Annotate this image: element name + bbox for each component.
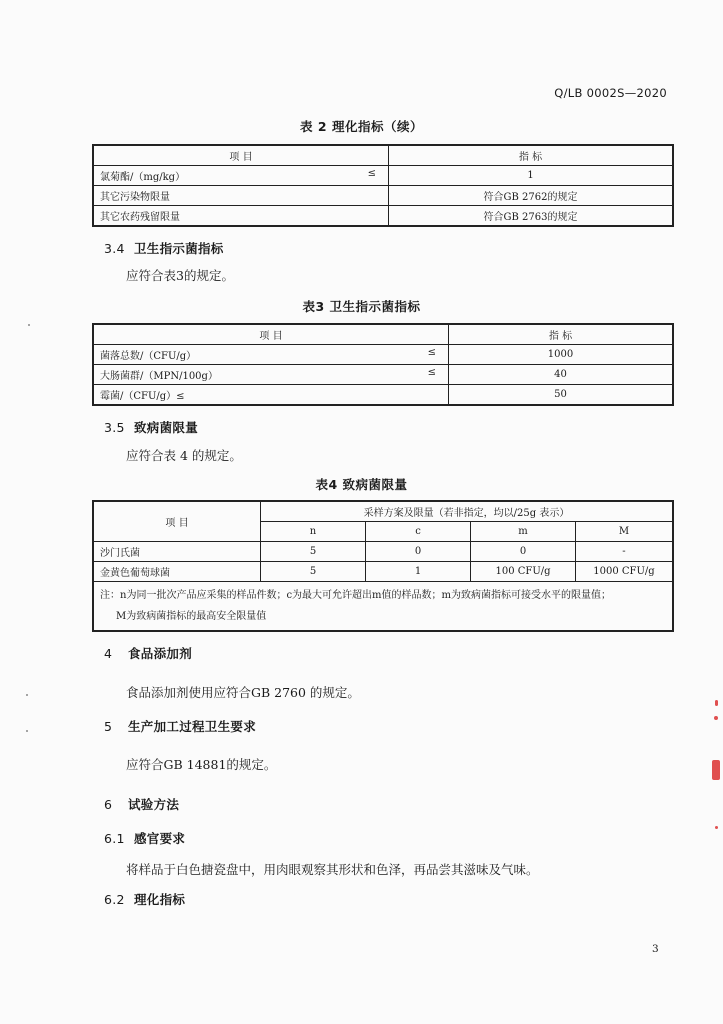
scan-speck bbox=[28, 324, 30, 326]
leq-symbol: ≤ bbox=[367, 168, 376, 179]
row-value: 50 bbox=[449, 385, 674, 406]
scan-edge-mark bbox=[712, 760, 720, 780]
section-3-4-text: 应符合表3的规定。 bbox=[126, 268, 234, 283]
table-header-row bbox=[93, 501, 673, 522]
table-row bbox=[93, 186, 673, 206]
section-heading-6: 6 试验方法 bbox=[104, 797, 180, 812]
section-4-text: 食品添加剂使用应符合GB 2760 的规定。 bbox=[126, 685, 360, 700]
leq-symbol: ≤ bbox=[427, 347, 436, 358]
row-item: 沙门氏菌 bbox=[93, 542, 261, 562]
section-5-text: 应符合GB 14881的规定。 bbox=[126, 757, 277, 772]
column-header-value: 指 标 bbox=[389, 145, 674, 166]
page-number: 3 bbox=[652, 943, 659, 955]
row-m: 0 bbox=[471, 542, 576, 562]
row-m: 100 CFU/g bbox=[471, 562, 576, 582]
row-n: 5 bbox=[261, 542, 366, 562]
section-heading-6-2: 6.2 理化指标 bbox=[104, 892, 186, 907]
subheader-M: M bbox=[576, 522, 674, 542]
scan-speck bbox=[26, 694, 28, 696]
table-row bbox=[93, 365, 673, 385]
row-item: 其它农药残留限量 bbox=[93, 206, 389, 227]
table-row bbox=[93, 345, 673, 365]
scan-edge-mark bbox=[715, 826, 718, 829]
section-heading-6-1: 6.1 感官要求 bbox=[104, 831, 186, 846]
table-row bbox=[93, 385, 673, 406]
row-item: 大肠菌群/（MPN/100g） ≤ bbox=[93, 365, 449, 385]
table3-caption: 表3 卫生指示菌指标 bbox=[302, 299, 421, 314]
row-M: 1000 CFU/g bbox=[576, 562, 674, 582]
table4 bbox=[92, 500, 674, 632]
section-heading-5: 5 生产加工过程卫生要求 bbox=[104, 719, 257, 734]
note-line-2: M为致病菌指标的最高安全限量值 bbox=[116, 611, 267, 622]
table-header-row bbox=[93, 145, 673, 166]
row-value: 1 bbox=[389, 166, 674, 186]
column-header-plan: 采样方案及限量（若非指定，均以/25g 表示） bbox=[261, 501, 674, 522]
table-header-row bbox=[93, 324, 673, 345]
table2 bbox=[92, 144, 674, 227]
row-value: 40 bbox=[449, 365, 674, 385]
row-value: 1000 bbox=[449, 345, 674, 365]
row-item: 其它污染物限量 bbox=[93, 186, 389, 206]
row-n: 5 bbox=[261, 562, 366, 582]
scan-edge-mark bbox=[714, 716, 718, 720]
row-value: 符合GB 2762的规定 bbox=[389, 186, 674, 206]
row-c: 0 bbox=[366, 542, 471, 562]
document-id: Q/LB 0002S—2020 bbox=[554, 86, 667, 100]
row-M: - bbox=[576, 542, 674, 562]
section-heading-3-5: 3.5 致病菌限量 bbox=[104, 420, 199, 435]
row-item: 菌落总数/（CFU/g） ≤ bbox=[93, 345, 449, 365]
row-c: 1 bbox=[366, 562, 471, 582]
note-line-1: 注：n为同一批次产品应采集的样品件数；c为最大可允许超出m值的样品数；m为致病菌指标可接受水平的限量值； bbox=[100, 590, 612, 601]
table-row bbox=[93, 542, 673, 562]
section-heading-3-4: 3.4 卫生指示菌指标 bbox=[104, 241, 224, 256]
table-note-row bbox=[93, 582, 673, 632]
column-header-item: 项 目 bbox=[93, 145, 389, 166]
row-item: 氯菊酯/（mg/kg） ≤ bbox=[93, 166, 389, 186]
table2-caption: 表 2 理化指标（续） bbox=[300, 119, 423, 134]
row-value: 符合GB 2763的规定 bbox=[389, 206, 674, 227]
scan-edge-mark bbox=[715, 700, 718, 706]
table4-caption: 表4 致病菌限量 bbox=[315, 477, 408, 492]
subheader-n: n bbox=[261, 522, 366, 542]
table-row bbox=[93, 206, 673, 227]
section-6-1-text: 将样品于白色搪瓷盘中，用肉眼观察其形状和色泽，再品尝其滋味及气味。 bbox=[126, 862, 539, 877]
section-3-5-text: 应符合表 4 的规定。 bbox=[126, 448, 242, 463]
section-heading-4: 4 食品添加剂 bbox=[104, 646, 193, 661]
table-row bbox=[93, 562, 673, 582]
column-header-item: 项 目 bbox=[93, 324, 449, 345]
subheader-m: m bbox=[471, 522, 576, 542]
column-header-item: 项 目 bbox=[93, 501, 261, 542]
table-row bbox=[93, 166, 673, 186]
row-item: 霉菌/（CFU/g）≤ bbox=[93, 385, 449, 406]
row-item: 金黄色葡萄球菌 bbox=[93, 562, 261, 582]
leq-symbol: ≤ bbox=[427, 367, 436, 378]
table3 bbox=[92, 323, 674, 406]
column-header-value: 指 标 bbox=[449, 324, 674, 345]
scan-speck bbox=[26, 730, 28, 732]
table-note bbox=[93, 582, 673, 632]
subheader-c: c bbox=[366, 522, 471, 542]
